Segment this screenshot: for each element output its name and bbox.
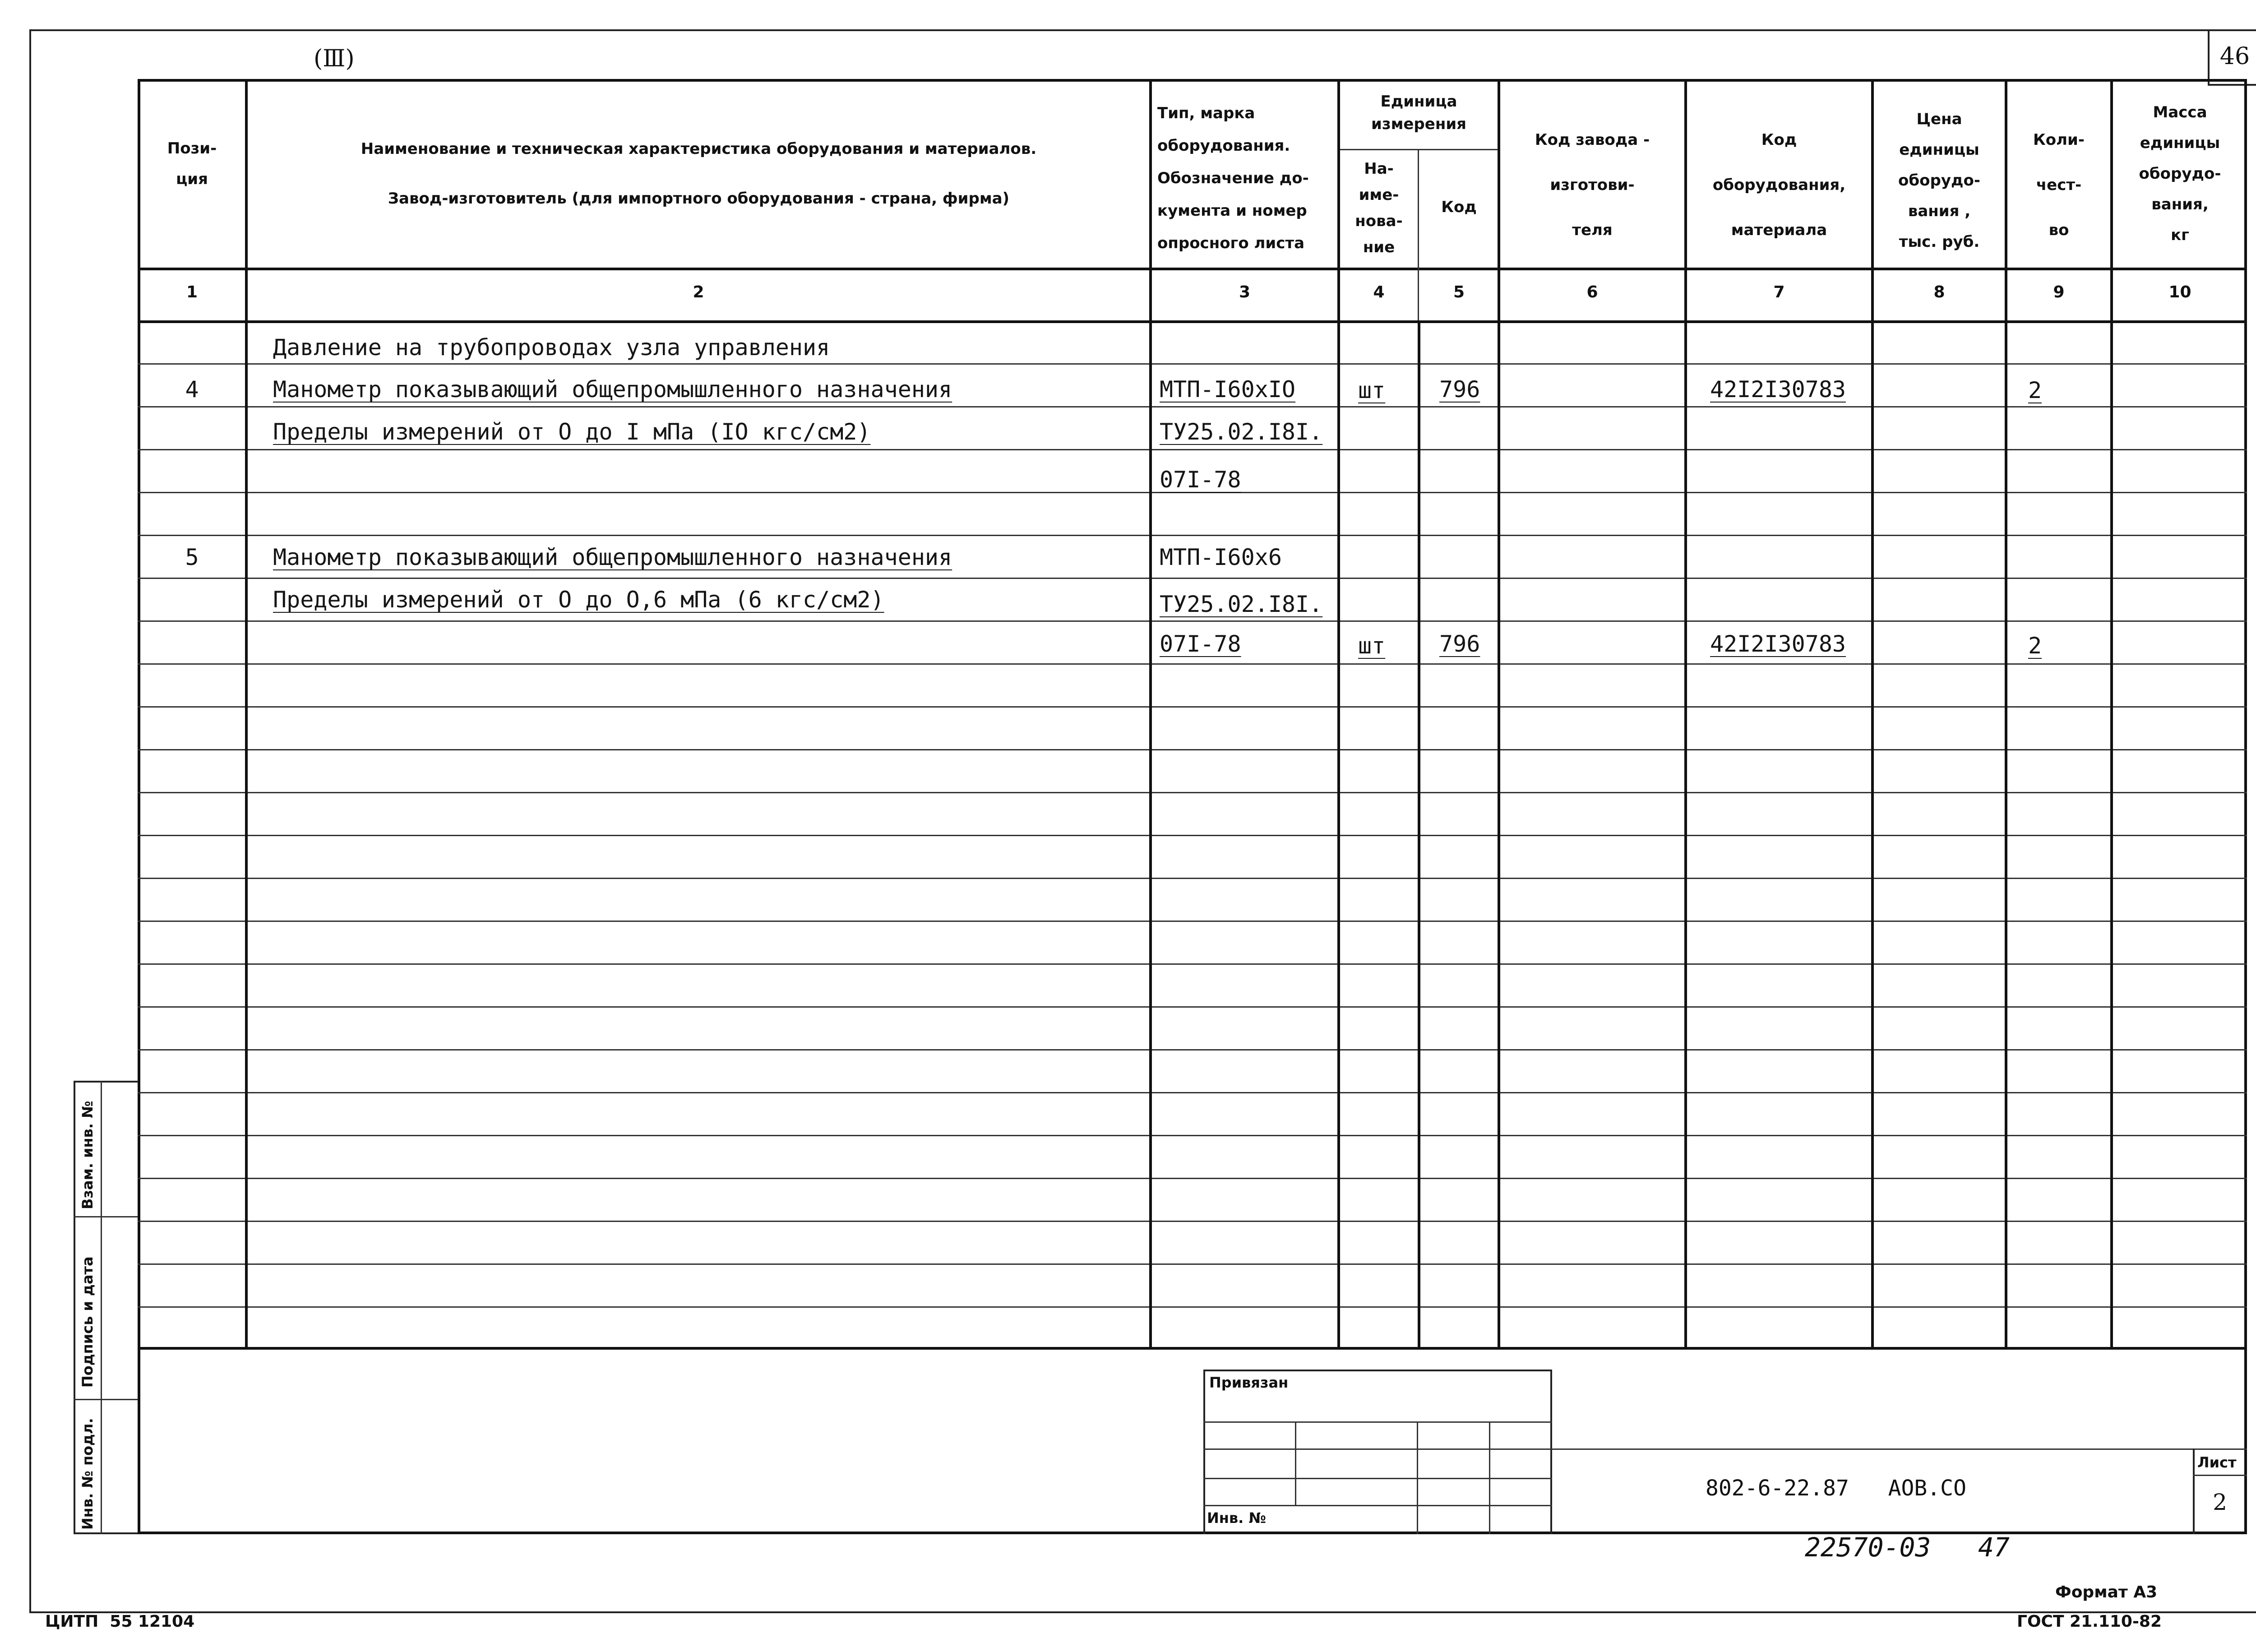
section-mark: (Ⅲ) — [314, 45, 355, 72]
header-col1: Пози- ция — [167, 139, 217, 188]
header-col4: На- име- нова- ние — [1355, 160, 1403, 256]
gost-label: ГОСТ 21.110-82 — [2017, 1612, 2162, 1631]
row-line — [138, 921, 2247, 922]
header-col6: Код завода - изготови- теля — [1535, 131, 1650, 239]
row-line — [138, 792, 2247, 793]
sheet-box-line — [2193, 1475, 2247, 1476]
row-line — [138, 963, 2247, 965]
doc-code: 802-6-22.87 АОВ.СО — [1706, 1476, 1966, 1501]
row-type: МТП-I60хIО — [1160, 376, 1296, 403]
col-line — [1418, 149, 1419, 320]
column-number: 7 — [1773, 283, 1785, 301]
column-number: 3 — [1239, 283, 1251, 301]
row-name: Давление на трубопроводах узла управления — [273, 334, 830, 361]
row-name: Пределы измерений от О до I мПа (IО кгс/см2) — [273, 419, 871, 445]
header-col10: Масса единицы оборудо- вания, кг — [2139, 103, 2221, 244]
row-qty: 2 — [2028, 377, 2042, 403]
row-line — [138, 1135, 2247, 1136]
row-unit: шт — [1358, 633, 1386, 659]
header-unit-group: Единица измерения — [1371, 93, 1466, 133]
print-code: ЦИТП 55 12104 — [45, 1612, 195, 1631]
row-equip-code: 42I2I30783 — [1710, 631, 1846, 657]
row-unit: шт — [1358, 377, 1386, 403]
row-line — [138, 706, 2247, 708]
inv-no-label: Инв. № — [1207, 1509, 1266, 1527]
row-type: 07I-78 — [1160, 467, 1241, 493]
stamp-col — [1417, 1421, 1418, 1534]
row-line — [138, 878, 2247, 879]
row-type: 07I-78 — [1160, 631, 1241, 657]
side-label-vzam: Взам. инв. № — [79, 1101, 96, 1209]
row-code: 796 — [1439, 376, 1480, 403]
header-col2: Наименование и техническая характеристика оборудования и материалов. Завод-изготовитель (для импортного оборудования - страна, фирма) — [361, 140, 1037, 208]
side-stamp-divider — [101, 1081, 102, 1534]
handwritten-number: 22570-03 47 — [1805, 1532, 2010, 1563]
header-col3: Тип, марка оборудования. Обозначение до- кумента и номер опросного листа — [1157, 104, 1309, 252]
column-number: 6 — [1586, 283, 1598, 301]
row-position: 5 — [185, 544, 199, 570]
row-name: Манометр показывающий общепромышленного назначения — [273, 376, 952, 403]
sheet-label: Лист — [2197, 1454, 2237, 1471]
thick-box-top — [1418, 320, 2113, 323]
column-number: 1 — [186, 283, 198, 301]
row-code: 796 — [1439, 631, 1480, 657]
row-type: ТУ25.02.I8I. — [1160, 591, 1323, 617]
privyazan-label: Привязан — [1209, 1374, 1289, 1391]
header-col8: Цена единицы оборудо- вания , тыс. руб. — [1898, 110, 1980, 251]
row-line — [138, 1306, 2247, 1308]
side-label-inv: Инв. № подл. — [79, 1418, 96, 1530]
side-stamp-line — [74, 1216, 138, 1217]
side-label-podpis: Подпись и дата — [79, 1256, 96, 1388]
row-line — [138, 1006, 2247, 1008]
sheet-number: 2 — [2213, 1489, 2227, 1515]
header-col7: Код оборудования, материала — [1712, 131, 1846, 239]
column-number: 2 — [693, 283, 704, 301]
format-label: Формат А3 — [2055, 1583, 2158, 1601]
row-line — [138, 1178, 2247, 1179]
stamp-col — [1295, 1421, 1296, 1505]
row-type: МТП-I60х6 — [1160, 544, 1282, 570]
row-qty: 2 — [2028, 633, 2042, 659]
header-col9: Коли- чест- во — [2033, 131, 2085, 239]
stamp-line — [1203, 1421, 1552, 1423]
stamp-line — [1203, 1505, 1552, 1506]
row-equip-code: 42I2I30783 — [1710, 376, 1846, 403]
row-line — [138, 1092, 2247, 1093]
column-number: 9 — [2053, 283, 2065, 301]
column-number: 4 — [1373, 283, 1385, 301]
column-number: 8 — [1933, 283, 1945, 301]
row-line — [138, 1049, 2247, 1050]
row-type: ТУ25.02.I8I. — [1160, 419, 1323, 445]
stamp-line — [1203, 1448, 1552, 1450]
side-stamp-line — [74, 1399, 138, 1400]
row-position: 4 — [185, 376, 199, 403]
title-line — [1552, 1448, 2247, 1450]
row-line — [138, 835, 2247, 836]
stamp-col — [1489, 1421, 1490, 1534]
row-line — [138, 1263, 2247, 1265]
col-line-thick — [1418, 320, 1420, 1348]
column-number: 5 — [1453, 283, 1465, 301]
column-number: 10 — [2168, 283, 2191, 301]
row-name: Манометр показывающий общепромышленного назначения — [273, 544, 952, 570]
header-col5: Код — [1441, 198, 1477, 216]
table-body-bottom-line — [138, 1347, 2247, 1350]
row-line — [138, 749, 2247, 750]
row-line — [138, 1221, 2247, 1222]
row-name: Пределы измерений от О до О,6 мПа (6 кгс/см2) — [273, 587, 884, 613]
stamp-line — [1203, 1478, 1552, 1479]
page-number: 46 — [2219, 43, 2250, 70]
